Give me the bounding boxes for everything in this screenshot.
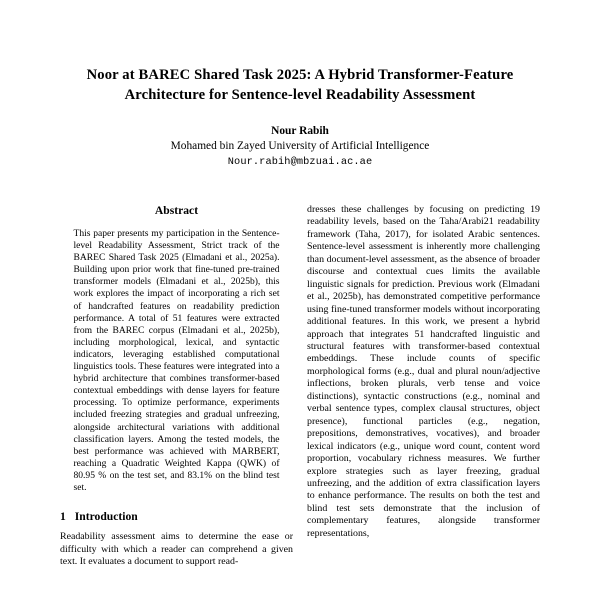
- abstract-heading: Abstract: [154, 204, 199, 217]
- author-affiliation: Mohamed bin Zayed University of Artificial Intelligence: [170, 140, 430, 152]
- section-heading-introduction: [60, 510, 293, 524]
- section-number: 1: [60, 510, 66, 524]
- introduction-paragraph: Readability assessment aims to determine the ease or difficulty with which a reader can comprehend a given text. It evaluates a document to support read-: [60, 531, 293, 567]
- author-name: Nour Rabih: [271, 125, 329, 137]
- title-line-1: Noor at BAREC Shared Task 2025: A Hybrid Transformer-Feature: [86, 67, 514, 83]
- left-column: [60, 204, 293, 568]
- page-title: [60, 66, 540, 105]
- introduction-continuation: dresses these challenges by focusing on predicting 19 readability levels, based on the Taha/Arabi21 readability framework (Taha, 2017), for isolated Arabic sentences. Sentence-level assessment is inherently more challenging than document-level assessment, as the absence of broader discourse and contextual cues limits the available linguistic signals for prediction. Previous work (Elmadani et al., 2025b), has demonstrated competitive performance using fine-tuned transformer models without incorporating additional features. In this work, we present a hybrid approach that integrates 51 handcrafted linguistic and structural features with transformer-based contextual embeddings. These include counts of specific morphological forms (e.g., dual and plural noun/adjective inflections, broken plurals, verb tense and voice distinctions), syntactic constructions (e.g., nominal and verbal sentence types, complex clausal structures, object presence), functional particles (e.g., negation, prepositions, demonstratives, vocatives), and broader lexical indicators (e.g., unique word count, content word proportion, vocabulary richness measures. We further explore strategies such as layer freezing, gradual unfreezing, and the addition of extra classification layers to enhance performance. The results on both the test and blind test sets demonstrate that the inclusion of complementary features, alongside transformer representations,: [307, 204, 540, 539]
- title-line-2: Architecture for Sentence-level Readability Assessment: [124, 86, 476, 103]
- author-block: [60, 124, 540, 170]
- author-email[interactable]: Nour.rabih@mbzuai.ac.ae: [227, 155, 373, 168]
- right-column: [307, 204, 540, 540]
- abstract-block: [74, 204, 280, 494]
- section-title: Introduction: [74, 510, 138, 524]
- title-block: [60, 66, 540, 105]
- abstract-text: This paper presents my participation in the Sentence-level Readability Assessment, Strict track of the BAREC Shared Task 2025 (Elmadani et al., 2025a). Building upon prior work that fine-tuned pre-trained transformer models (Elmadani et al., 2025b), this work explores the impact of incorporating a rich set of handcrafted features on readability prediction performance. A total of 51 features were extracted from the BAREC corpus (Elmadani et al., 2025b), including morphological, lexical, and syntactic indicators, leveraging established computational linguistics tools. These features were integrated into a hybrid architecture that combines transformer-based contextual embeddings with dense layers for feature processing. To optimize performance, experiments included freezing strategies and gradual unfreezing, alongside architectural variations with additional classification layers. Among the tested models, the best performance was achieved with MARBERT, reaching a Quadratic Weighted Kappa (QWK) of 80.95 % on the test set, and 83.1% on the blind test set.: [73, 228, 280, 493]
